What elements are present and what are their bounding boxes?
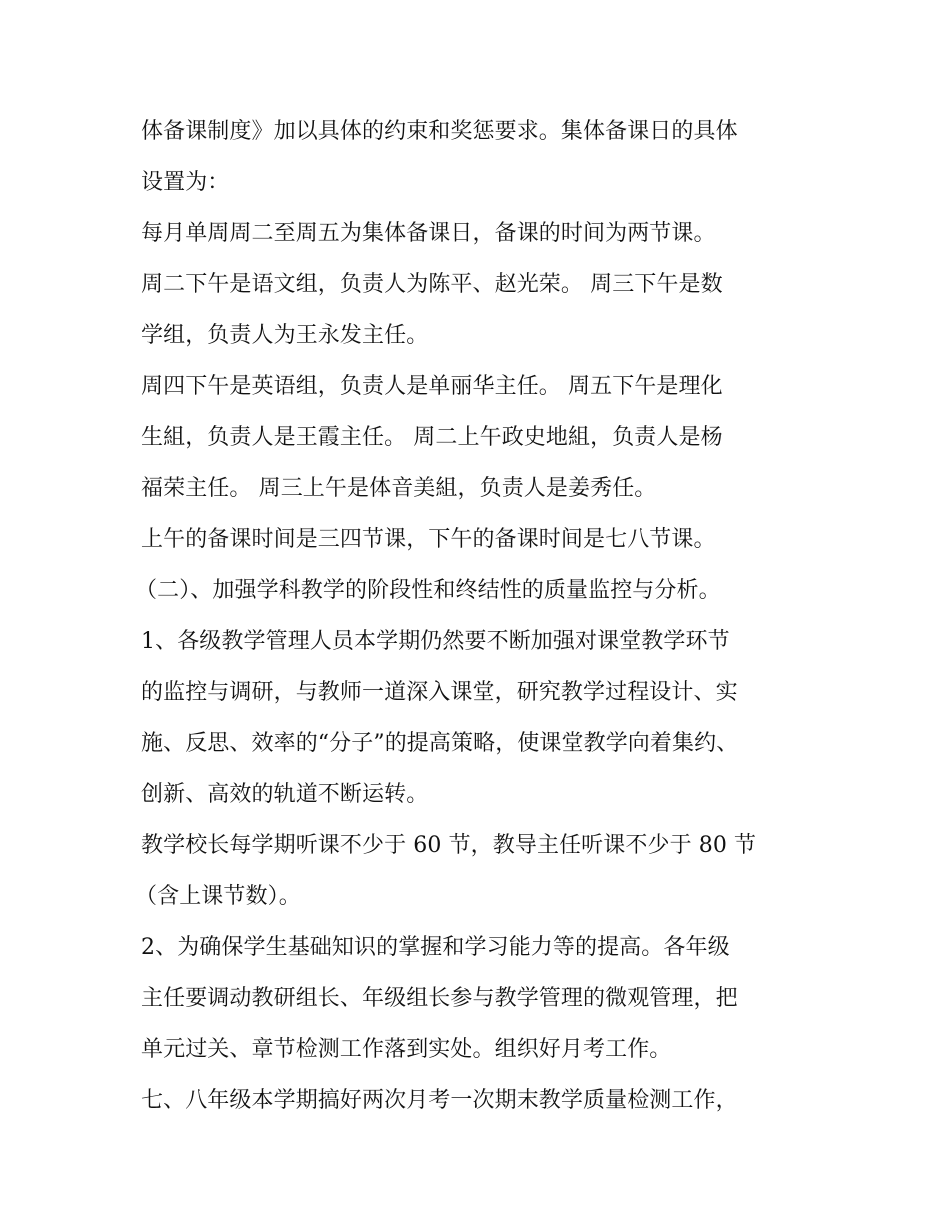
paragraph-line: 体备课制度》加以具体的约束和奖惩要求。集体备课日的具体	[141, 119, 738, 144]
paragraph-line: 单元过关、章节检测工作落到实处。组织好月考工作。	[141, 1037, 672, 1062]
paragraph-line: 每月单周周二至周五为集体备课日，备课的时间为两节课。	[141, 221, 716, 246]
paragraph-line: 周四下午是英语组，负责人是单丽华主任。 周五下午是理化	[141, 374, 723, 399]
paragraph-line: 主任要调动教研组长、年级组长参与教学管理的微观管理，把	[141, 986, 738, 1011]
paragraph-line: 的监控与调研，与教师一道深入课堂，研究教学过程设计、实	[141, 680, 738, 705]
paragraph-line: 福荣主任。 周三上午是体音美組，负责人是姜秀任。	[141, 476, 657, 501]
paragraph-line: 设置为：	[141, 170, 230, 195]
paragraph-line: 上午的备课时间是三四节课，下午的备课时间是七八节课。	[141, 527, 716, 552]
paragraph-line: 七、八年级本学期搞好两次月考一次期末教学质量检测工作，	[141, 1088, 738, 1113]
paragraph-line: 1、各级教学管理人员本学期仍然要不断加强对课堂教学环节	[141, 629, 730, 654]
paragraph-line: 学组，负责人为王永发主任。	[141, 323, 429, 348]
paragraph-line: （含上课节数）。	[135, 884, 301, 909]
section-heading: （二）、加强学科教学的阶段性和终结性的质量监控与分析。	[135, 578, 721, 603]
paragraph-line: 教学校长每学期听课不少于 60 节，教导主任听课不少于 80 节	[141, 833, 757, 858]
paragraph-line: 周二下午是语文组，负责人为陈平、赵光荣。 周三下午是数	[141, 272, 723, 297]
paragraph-line: 2、为确保学生基础知识的掌握和学习能力等的提高。各年级	[141, 935, 730, 960]
paragraph-line: 生組，负责人是王霞主任。 周二上午政史地組，负责人是杨	[141, 425, 723, 450]
paragraph-line: 施、反思、效率的“分子”的提高策略，使课堂教学向着集约、	[141, 731, 739, 756]
paragraph-line: 创新、高效的轨道不断运转。	[141, 782, 429, 807]
document-body	[135, 106, 821, 1126]
